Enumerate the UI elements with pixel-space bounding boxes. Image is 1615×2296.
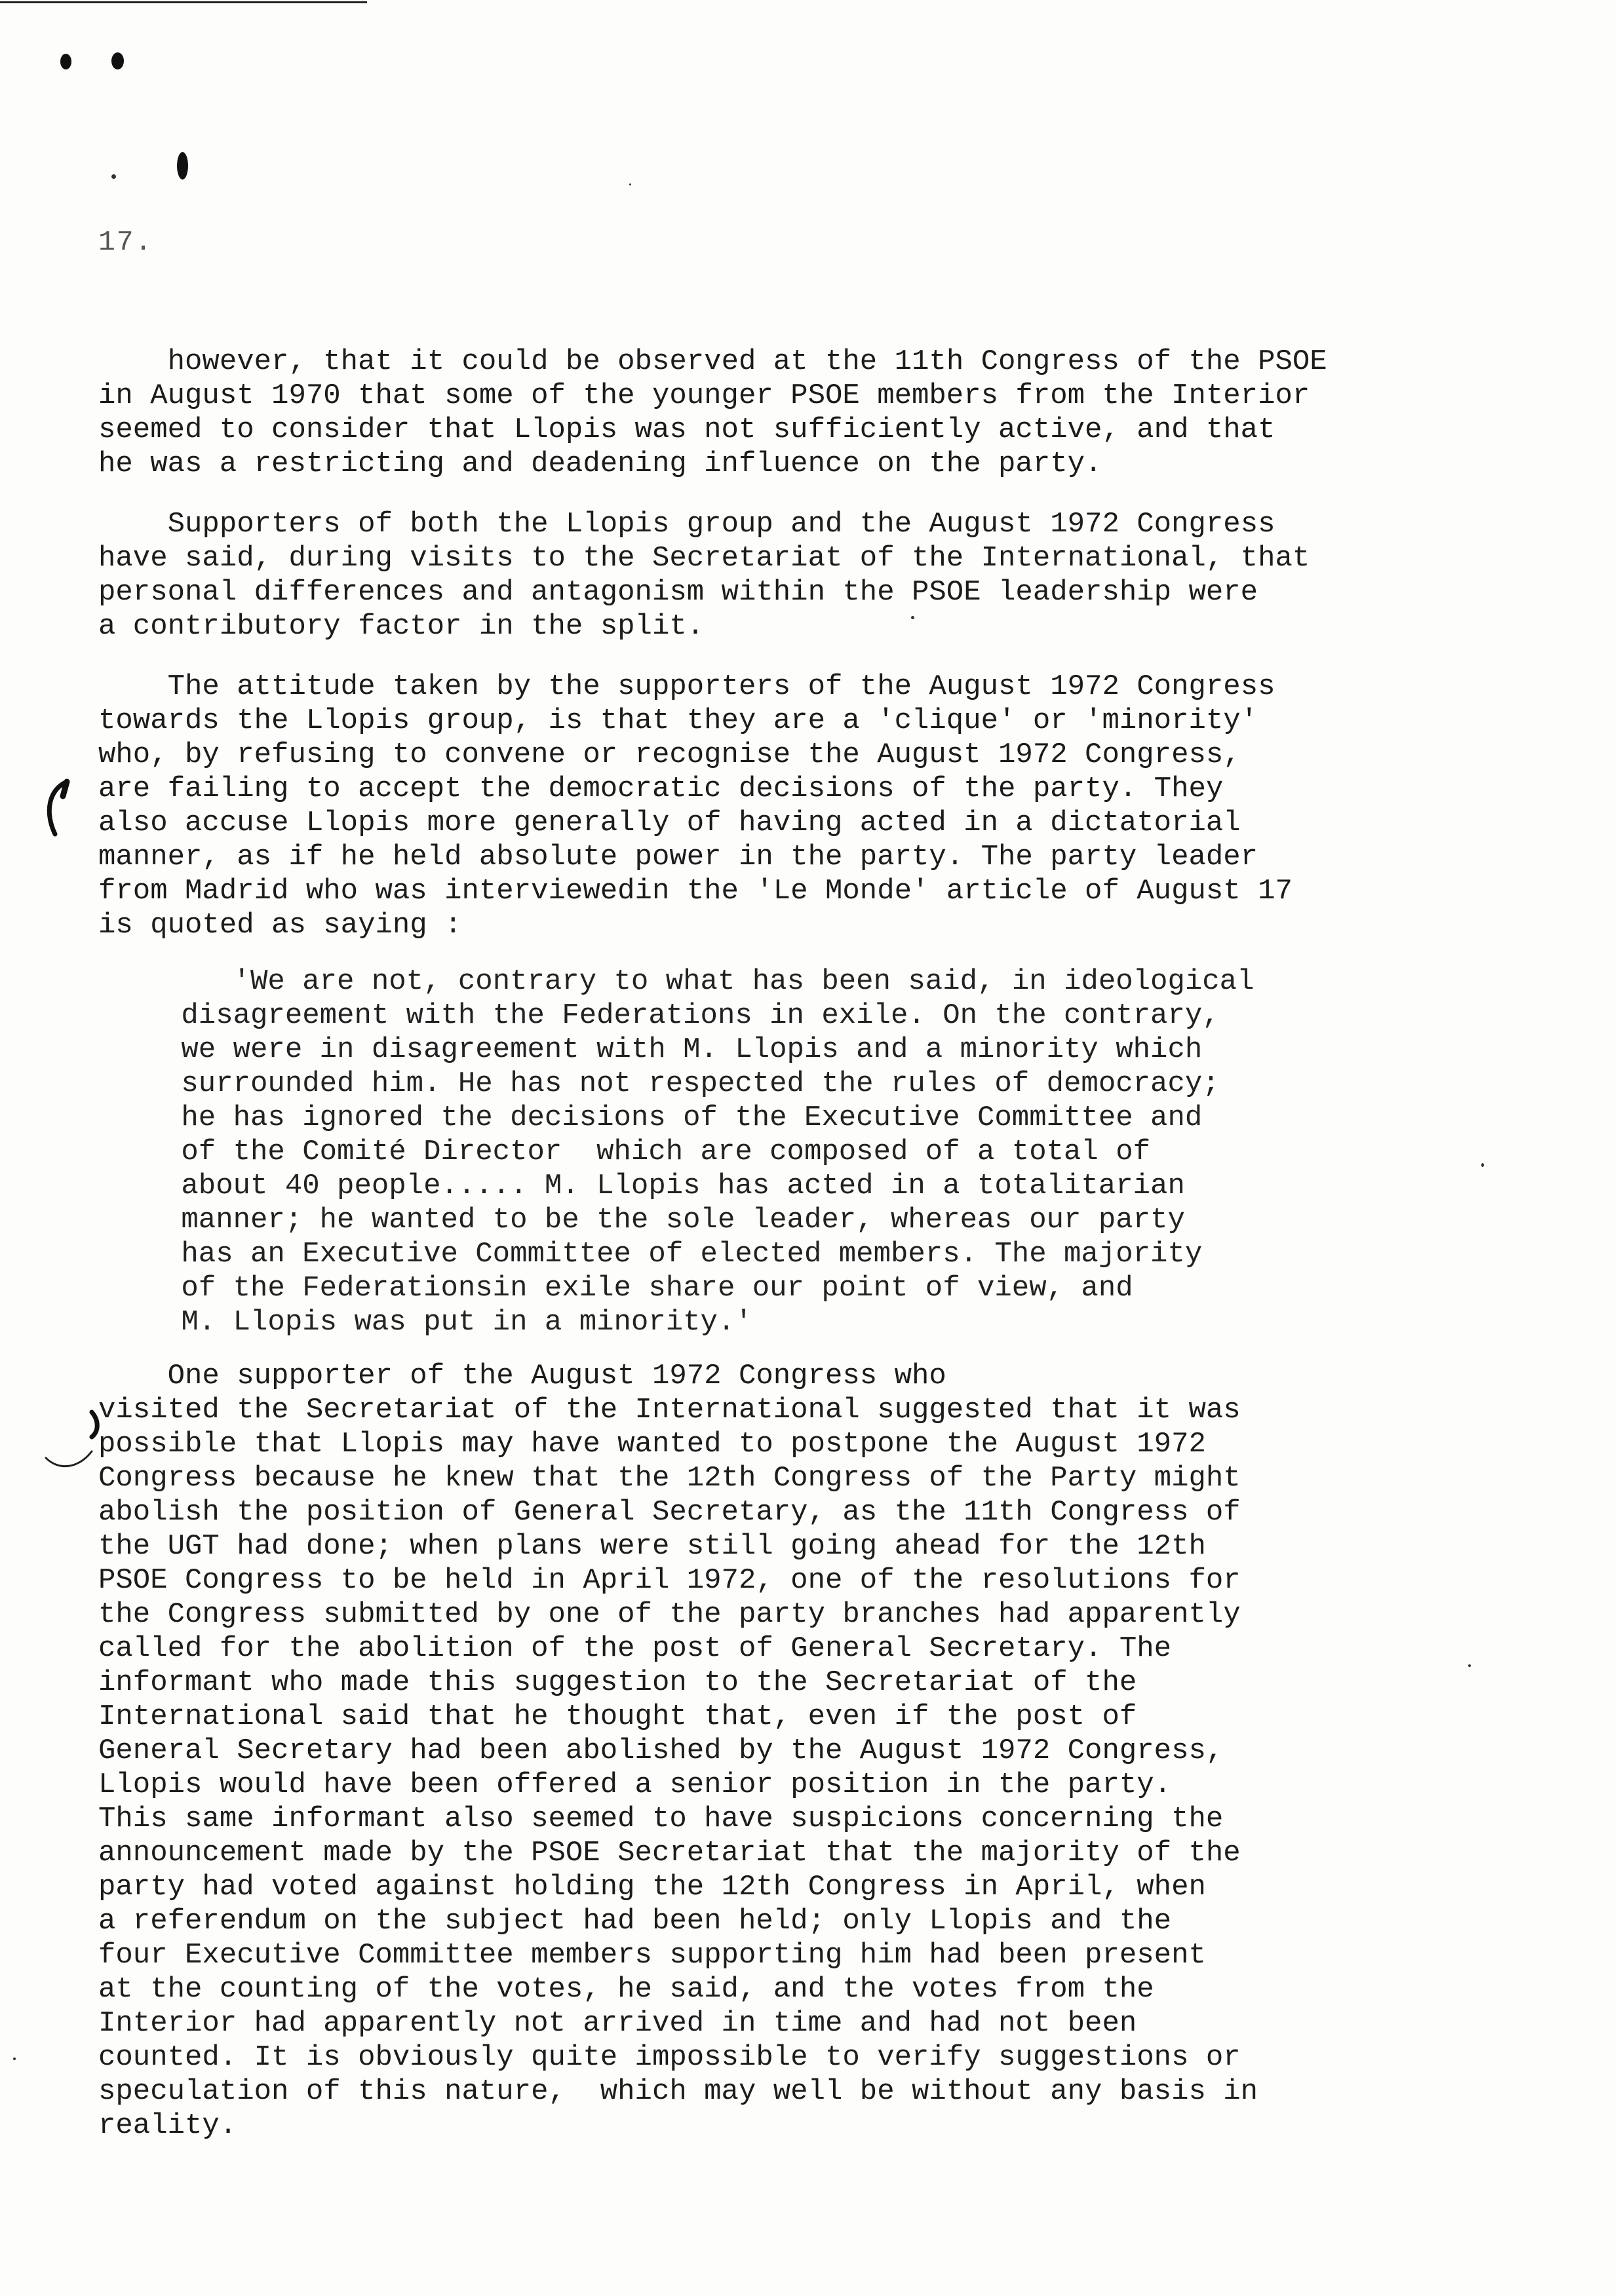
- text-line: the Congress submitted by one of the party branches had apparently: [98, 1598, 1241, 1631]
- paragraph-attitude-clique: [98, 636, 1488, 976]
- text-line: a contributory factor in the split.: [98, 610, 705, 643]
- text-line: Congress because he knew that the 12th Congress of the Party might: [98, 1462, 1241, 1495]
- text-line: abolish the position of General Secretary, as the 11th Congress of: [98, 1496, 1241, 1529]
- paragraph-informant-suggestion: [98, 1325, 1488, 2177]
- text-line: however, that it could be observed at the 11th Congress of the PSOE: [167, 345, 1327, 378]
- margin-bracket-mark: [39, 1406, 105, 1478]
- block-quote-le-monde: [164, 930, 1553, 1373]
- text-line: disagreement with the Federations in exile. On the contrary,: [164, 999, 1220, 1032]
- text-line: who, by refusing to convene or recognise the August 1972 Congress,: [98, 738, 1241, 771]
- text-line: a referendum on the subject had been held; only Llopis and the: [98, 1905, 1172, 1938]
- text-line: One supporter of the August 1972 Congress who: [167, 1360, 946, 1392]
- margin-bracket-mark: [41, 776, 80, 842]
- scan-speck: [629, 183, 631, 185]
- text-line: informant who made this suggestion to the Secretariat of the: [98, 1666, 1137, 1699]
- text-line: party had voted against holding the 12th Congress in April, when: [98, 1871, 1206, 1904]
- text-line: is quoted as saying :: [98, 909, 462, 942]
- text-line: speculation of this nature, which may well be without any basis in: [98, 2075, 1258, 2108]
- text-line: PSOE Congress to be held in April 1972, one of the resolutions for: [98, 1564, 1241, 1597]
- punch-hole-mark: [177, 152, 188, 180]
- text-line: at the counting of the votes, he said, and the votes from the: [98, 1973, 1154, 2006]
- text-line: in August 1970 that some of the younger PSOE members from the Interior: [98, 379, 1310, 412]
- text-line: 'We are not, contrary to what has been said, in ideological: [233, 965, 1255, 998]
- text-line: about 40 people..... M. Llopis has acted in a totalitarian: [164, 1170, 1185, 1202]
- text-line: personal differences and antagonism within the PSOE leadership were: [98, 576, 1258, 609]
- text-line: reality.: [98, 2109, 237, 2142]
- text-line: of the Comité Director which are composed of a total of: [164, 1136, 1151, 1168]
- text-line: from Madrid who was interviewedin the 'Le Monde' article of August 17: [98, 875, 1293, 908]
- text-line: he has ignored the decisions of the Executive Committee and: [164, 1101, 1203, 1134]
- text-line: Llopis would have been offered a senior position in the party.: [98, 1769, 1172, 1801]
- text-line: surrounded him. He has not respected the rules of democracy;: [164, 1067, 1220, 1100]
- text-line: visited the Secretariat of the International suggested that it was: [98, 1394, 1241, 1426]
- text-line: possible that Llopis may have wanted to postpone the August 1972: [98, 1428, 1206, 1461]
- text-line: M. Llopis was put in a minority.': [164, 1306, 752, 1339]
- text-line: called for the abolition of the post of General Secretary. The: [98, 1632, 1172, 1665]
- text-line: Supporters of both the Llopis group and the August 1972 Congress: [167, 508, 1275, 541]
- text-line: we were in disagreement with M. Llopis and a minority which: [164, 1033, 1203, 1066]
- text-line: of the Federationsin exile share our point of view, and: [164, 1272, 1133, 1305]
- text-line: This same informant also seemed to have suspicions concerning the: [98, 1803, 1224, 1835]
- text-line: have said, during visits to the Secretariat of the International, that: [98, 542, 1310, 575]
- text-line: are failing to accept the democratic decisions of the party. They: [98, 773, 1224, 805]
- text-line: announcement made by the PSOE Secretariat that the majority of the: [98, 1837, 1241, 1869]
- text-line: seemed to consider that Llopis was not sufficiently active, and that: [98, 413, 1275, 446]
- top-edge-rule: [0, 1, 367, 3]
- text-line: the UGT had done; when plans were still going ahead for the 12th: [98, 1530, 1206, 1563]
- text-line: The attitude taken by the supporters of the August 1972 Congress: [167, 670, 1275, 703]
- text-line: International said that he thought that, even if the post of: [98, 1700, 1137, 1733]
- text-line: counted. It is obviously quite impossible to verify suggestions or: [98, 2041, 1241, 2074]
- scan-speck: [111, 174, 116, 179]
- text-line: also accuse Llopis more generally of having acted in a dictatorial: [98, 807, 1241, 839]
- text-line: four Executive Committee members supporting him had been present: [98, 1939, 1206, 1972]
- text-line: towards the Llopis group, is that they are a 'clique' or 'minority': [98, 704, 1258, 737]
- text-line: has an Executive Committee of elected members. The majority: [164, 1238, 1203, 1271]
- text-line: Interior had apparently not arrived in time and had not been: [98, 2007, 1137, 2040]
- text-line: manner; he wanted to be the sole leader, whereas our party: [164, 1204, 1185, 1236]
- text-line: manner, as if he held absolute power in the party. The party leader: [98, 841, 1258, 873]
- page-number: 17.: [98, 226, 153, 258]
- punch-hole-mark: [60, 54, 71, 69]
- text-line: General Secretary had been abolished by the August 1972 Congress,: [98, 1734, 1224, 1767]
- punch-hole-mark: [111, 52, 124, 69]
- text-line: he was a restricting and deadening influence on the party.: [98, 448, 1102, 480]
- scan-speck: [13, 2057, 16, 2060]
